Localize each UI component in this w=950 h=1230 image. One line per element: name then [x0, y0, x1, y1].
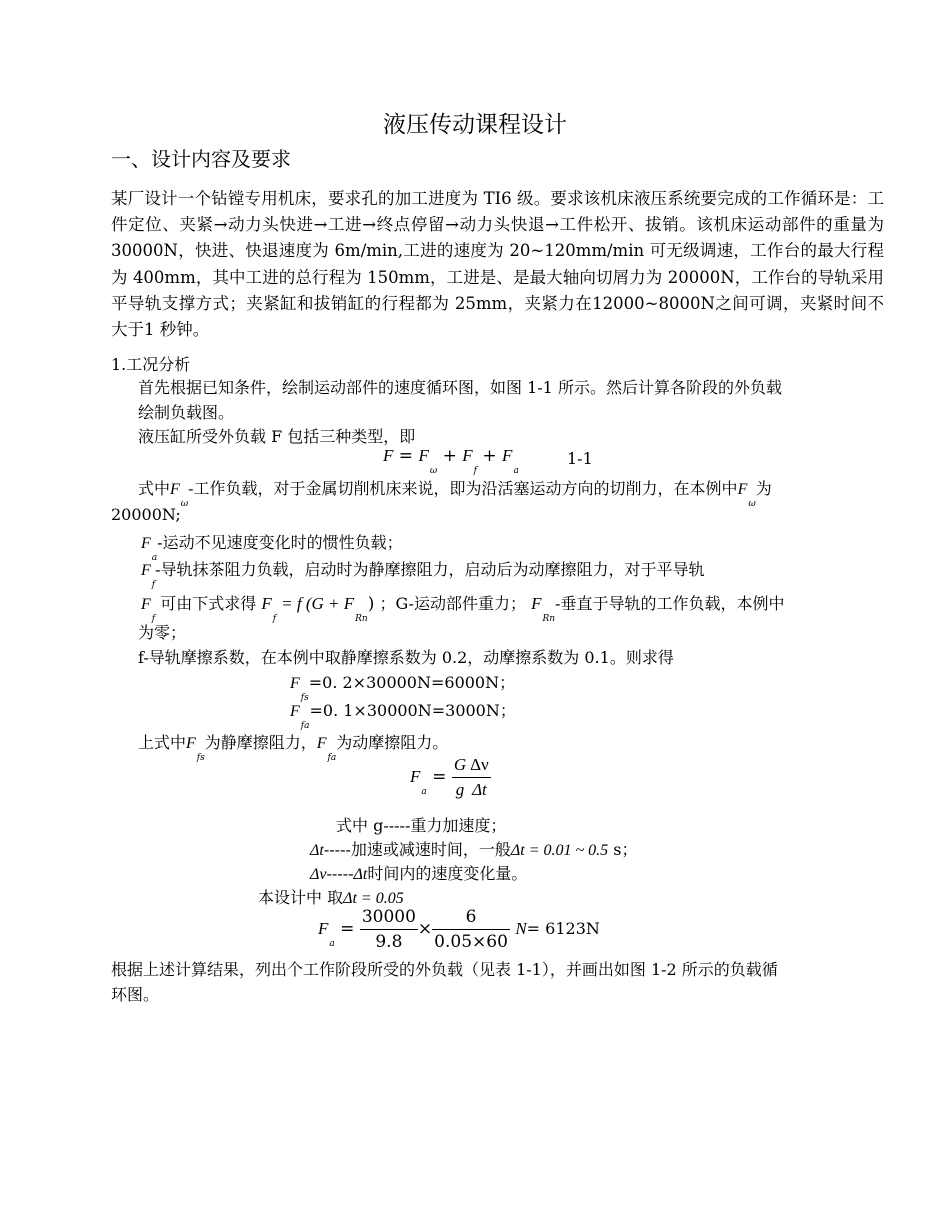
text-line: 本设计中 取Δt = 0.05 — [258, 888, 404, 907]
document-title: 液压传动课程设计 — [383, 112, 567, 138]
text-line: 上式中$F_{fs}$为静摩擦阻力，$F_{fa}$为动摩擦阻力。 — [138, 733, 449, 763]
text-line: 液压缸所受外负载 F 包括三种类型，即 — [138, 427, 416, 446]
subsection-heading: 1.工况分析 — [111, 355, 191, 374]
text-line: $F_f$ 可由下式求得 $F_f = f$ $(G + F_{Rn})$ ；G-运动部件重力； $F_{Rn}-$垂直于导轨的工作负载，本例中 — [141, 594, 785, 624]
text-line: $F_a-$运动不见速度变化时的惯性负载； — [141, 533, 403, 563]
text-line: 首先根据已知条件，绘制运动部件的速度循环图，如图 1-1 所示。然后计算各阶段的外负载 — [138, 378, 782, 397]
text-line: 20000N; — [111, 505, 181, 524]
text-line: Δν-----Δt时间内的速度变化量。 — [310, 864, 528, 883]
text-line: 环图。 — [111, 985, 160, 1004]
text-line: $F_{fs}=0$. 2×30000N=6000N； — [290, 673, 516, 703]
text-line: $F_{fa}=0$. 1×30000N=3000N； — [290, 701, 516, 731]
equation-total-load: $F = F_\omega + F_f + F_a$ — [383, 446, 519, 476]
text-line: 绘制负载图。 — [138, 403, 235, 422]
equation-inertia-result: $F_a$ = $\frac{30000}{9.8}$ × $\frac{6}{0.05\times 60}$ N= 6123N — [318, 907, 600, 952]
text-line: f-导轨摩擦系数，在本例中取静摩擦系数为 0.2，动摩擦系数为 0.1。则求得 — [138, 648, 674, 667]
text-line: $F_f-$导轨抹茶阻力负载，启动时为静摩擦阻力，启动后为动摩擦阻力，对于平导轨 — [141, 560, 705, 590]
text-line: 根据上述计算结果，列出个工作阶段所受的外负载（见表 1-1），并画出如图 1-2 所示的负载循 — [111, 960, 778, 979]
text-line: 式中 g-----重力加速度； — [336, 816, 507, 835]
text-line: Δt-----加速或减速时间，一般Δt = 0.01 ~ 0.5 s； — [310, 840, 638, 859]
section-heading: 一、设计内容及要求 — [111, 147, 291, 171]
text-line: 为零； — [138, 623, 187, 642]
equation-number: 1-1 — [567, 449, 593, 468]
equation-inertia: $F_a$ = $\frac{G}{g}$ $\frac{\Delta\nu}{\Delta t}$ — [410, 755, 489, 799]
text-line: 式中$F_\omega-$工作负载，对于金属切削机床来说，即为沿活塞运动方向的切削力，在本例中$F_\omega$为 — [138, 479, 772, 509]
intro-paragraph: 某厂设计一个钻镗专用机床，要求孔的加工进度为 TI6 级。要求该机床液压系统要完成的工作循环是：工件定位、夹紧→动力头快进→工进→终点停留→动力头快退→工件松开、拔销。该机床运动部件的重量为 30000N，快进、快退速度为 6m/min,工进的速度为 20~120mm/min 可无级调速，工作台的最大行程为 400mm，其中工进的总行程为 150mm，工进是、是最大轴向切屑力为 20000N，工作台的导轨采用平导轨支撑方式；夹紧缸和拔销缸的行程都为 25mm，夹紧力在12000~8000N之间可调，夹紧时间不大于1 秒钟。 — [111, 189, 884, 340]
